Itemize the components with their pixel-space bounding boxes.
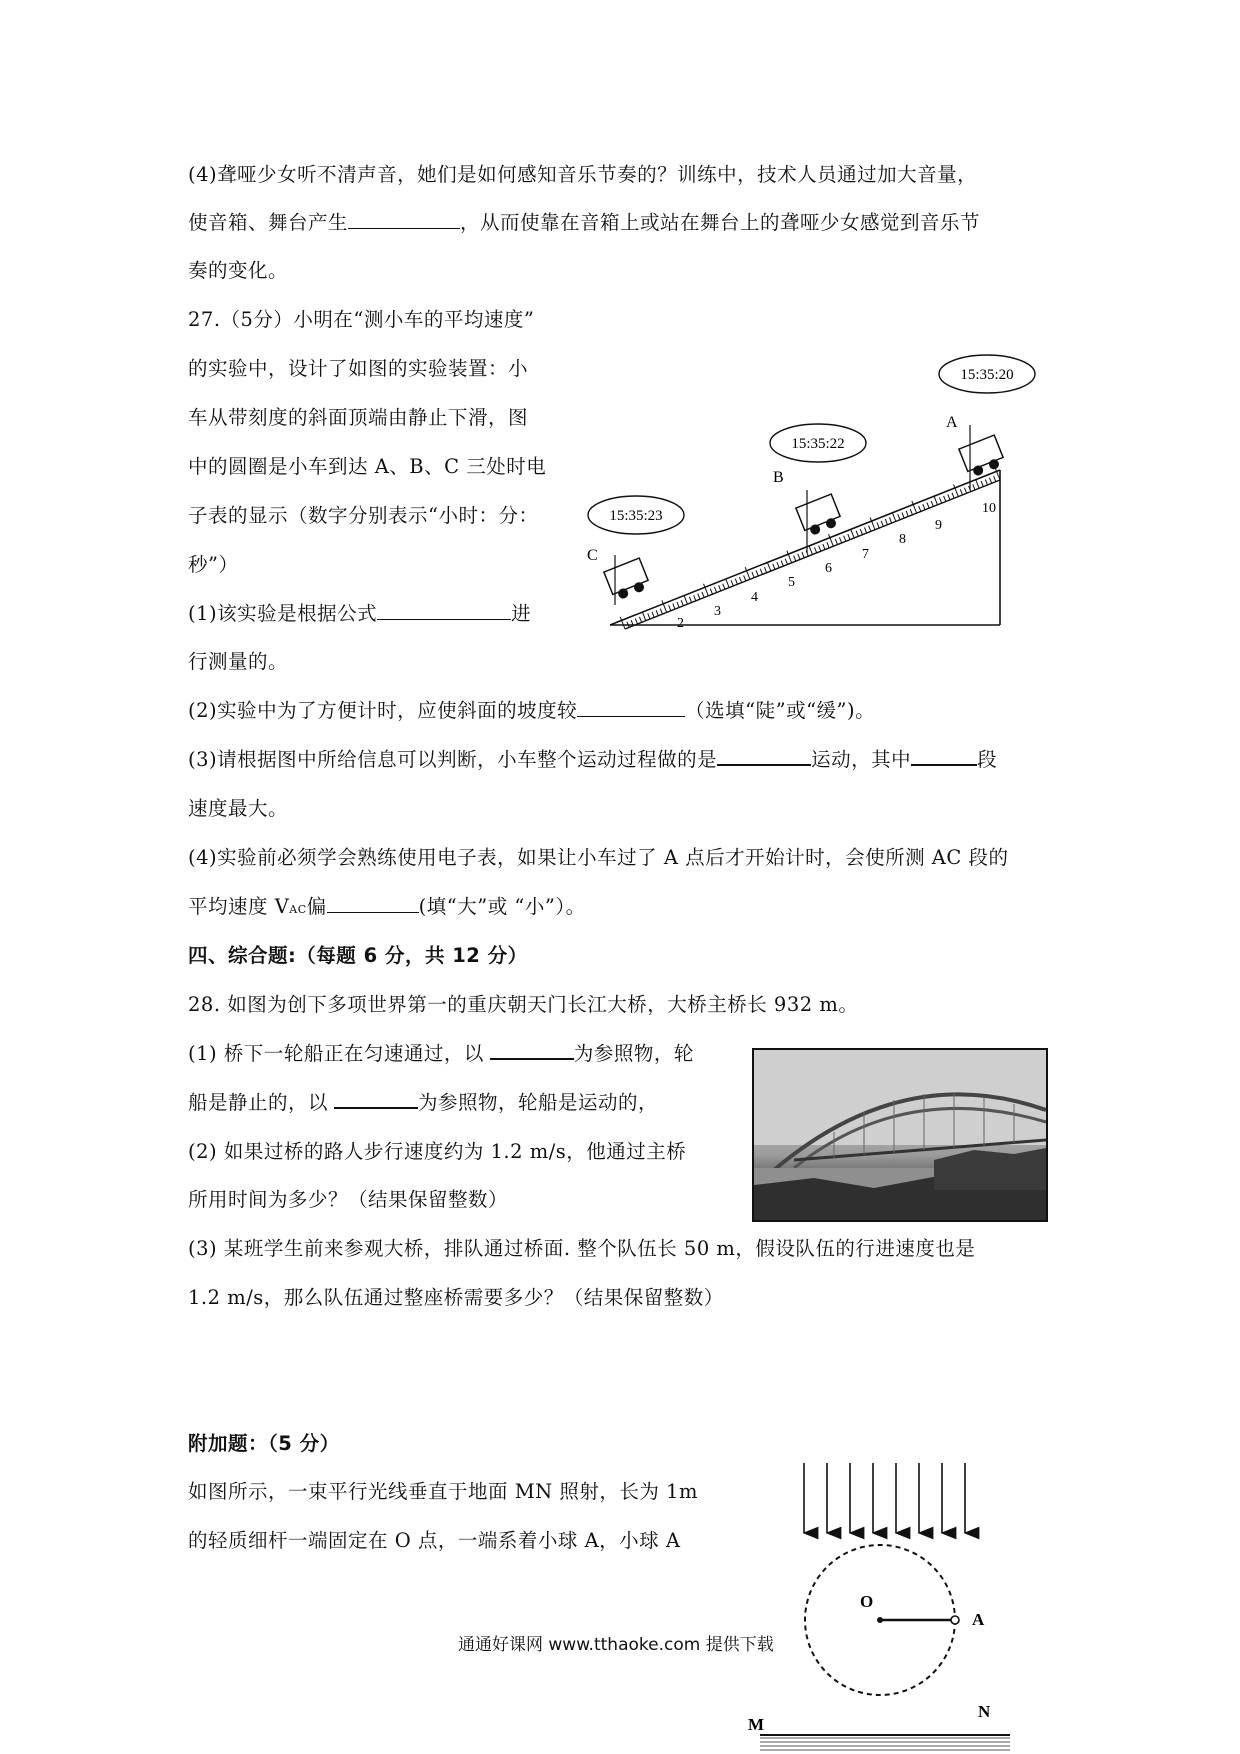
incline-figure [575,350,1055,635]
ruler-tick-label: 10 [982,501,996,516]
extra-line2: 的轻质细杆一端固定在 O 点，一端系着小球 A，小球 A [188,1529,681,1552]
q27-part4-text-a: 平均速度 V [188,895,290,918]
ruler-tick [881,521,883,527]
answer-blank[interactable] [334,1089,418,1109]
circle-figure [740,1455,1040,1754]
ruler-tick [673,604,675,610]
q27-part3-text-c: 段 [977,748,998,771]
ruler-tick [794,556,796,562]
ruler-tick [927,503,929,509]
ruler-tick [923,504,925,510]
ruler-tick [731,580,733,586]
ruler-tick-label: 3 [714,604,721,619]
ruler-tick-label: 8 [899,532,906,547]
ruler-tick [773,564,775,570]
clock-b-time: 15:35:22 [791,436,845,452]
ruler-tick [802,552,804,558]
q27-part3-line1 [188,746,997,774]
extra-title: 附加题：（5 分） [188,1432,340,1455]
q27-intro-line3: 车从带刻度的斜面顶端由静止下滑，图 [188,406,529,429]
ruler-tick [823,544,825,550]
q26-part4-text-a: 使音箱、舞台产生 [188,211,349,234]
label-a: A [972,1610,985,1629]
cart-a [959,435,1006,479]
ruler-tick [702,592,704,598]
ruler-tick [906,511,908,517]
label-c: C [587,547,598,564]
cart-c [604,558,651,602]
q28-part1-text-c: 船是静止的，以 [188,1091,329,1114]
footer-credit: 通通好课网 www.tthaoke.com 提供下载 [458,1635,774,1655]
ruler-tick [777,562,779,568]
ruler-tick [860,529,862,535]
q27-intro-line6: 秒”） [188,553,239,576]
light-rays [804,1463,965,1533]
q28-part2-line1: (2) 如果过桥的路人步行速度约为 1.2 m/s，他通过主桥 [188,1140,687,1163]
ruler-tick [976,480,979,488]
label-o: O [860,1592,874,1611]
q27-intro-line1: 27.（5分）小明在“测小车的平均速度” [188,308,535,331]
ruler-tick [864,527,866,533]
ruler-tick [684,596,687,604]
ruler-tick-label: 9 [935,518,942,533]
ruler-tick [848,534,850,540]
ruler-tick [660,609,662,615]
q28-part2-line2: 所用时间为多少？（结果保留整数） [188,1188,509,1211]
q27-intro-line2: 的实验中，设计了如图的实验装置：小 [188,357,529,380]
ruler-tick [898,514,900,520]
ruler-tick-label: 4 [751,590,758,605]
ruler-tick [964,488,966,494]
ruler-tick [681,600,683,606]
q26-part4-text-b: ，从而使靠在音箱上或站在舞台上的聋哑少女感觉到音乐节 [460,211,981,234]
answer-blank[interactable] [490,1040,574,1060]
label-m: M [748,1715,765,1734]
q26-part4-line1: (4)聋哑少女听不清声音，她们是如何感知音乐节奏的？训练中，技术人员通过加大音量， [188,163,978,186]
ruler-tick [764,567,766,573]
ruler-tick [752,572,754,578]
ruler-tick [744,575,746,581]
ruler-tick [768,563,771,571]
q28-part1-line1 [188,1040,694,1068]
label-n: N [978,1702,991,1721]
ruler-tick [910,509,912,515]
ruler-tick [939,498,941,504]
q27-part1-line1 [188,600,531,628]
label-a: A [946,414,958,431]
ruler-tick [877,522,879,528]
ruler-tick-label: 6 [825,561,832,576]
q27-part3-text-a: (3)请根据图中所给信息可以判断，小车整个运动过程做的是 [188,748,718,771]
ruler-tick [851,530,854,538]
ruler-tick-label: 2 [677,616,684,631]
ruler-tick [985,479,987,485]
ruler-tick [643,612,646,620]
q27-part4-subscript: AC [289,903,307,916]
q27-part4-line1: (4)实验前必须学会熟练使用电子表，如果让小车过了 A 点后才开始计时，会使所测 AC 段的 [188,846,1009,869]
ruler-tick [669,605,671,611]
ruler-tick [952,493,954,499]
ruler-tick [781,561,783,567]
ruler-tick [948,494,950,500]
q26-part4-line2 [188,209,980,237]
answer-blank[interactable] [717,746,811,766]
ruler-tick [639,617,641,623]
ruler-tick [648,613,650,619]
ruler-tick [889,517,891,523]
ruler-tick [934,496,937,504]
label-b: B [773,469,784,486]
ruler-tick [719,585,721,591]
ruler-tick [656,610,658,616]
ruler-tick [677,602,679,608]
q27-part2 [188,697,875,725]
q27-part1-text-a: (1)该实验是根据公式 [188,602,378,625]
section4-title: 四、综合题:（每题 6 分，共 12 分） [188,944,528,967]
ruler-tick [809,546,812,554]
ruler-tick [960,489,962,495]
q26-part4-line3: 奏的变化。 [188,259,289,282]
bridge-photo [752,1048,1048,1222]
ruler-tick [902,512,904,518]
q27-intro-line4: 中的圆圈是小车到达 A、B、C 三处时电 [188,455,547,478]
q27-part2-text-b: （选填“陡”或“缓”)。 [685,699,876,722]
q28-part3-line2: 1.2 m/s，那么队伍通过整座桥需要多少？（结果保留整数） [188,1286,724,1309]
ruler-tick [652,612,654,618]
ruler-tick [981,481,983,487]
q27-part4-text-c: 偏 [306,895,327,918]
ruler-tick-label: 7 [862,547,869,562]
q27-part3-text-b: 运动，其中 [811,748,912,771]
ruler-tick [839,537,841,543]
ruler-tick [726,579,729,587]
ruler-tick [819,546,821,552]
ruler-tick [893,513,896,521]
ruler-tick [635,618,637,624]
ruler-tick [689,597,691,603]
ruler-tick [710,589,712,595]
ball-a [951,1616,959,1624]
ruler-tick [739,577,741,583]
q27-part2-text-a: (2)实验中为了方便计时，应使斜面的坡度较 [188,699,578,722]
ruler-tick [785,559,787,565]
ruler-tick [844,536,846,542]
ruler-tick [989,478,991,484]
ruler-tick [798,554,800,560]
ruler-tick [869,526,871,532]
cart-b [796,494,843,538]
q27-part1-text-b: 进 [511,602,532,625]
answer-blank[interactable] [348,210,460,229]
answer-blank[interactable] [577,698,685,717]
ruler-tick [756,570,758,576]
ruler-tick [944,496,946,502]
ruler-tick [931,501,933,507]
answer-blank[interactable] [327,894,419,913]
q28-part1-text-a: (1) 桥下一轮船正在匀速通过，以 [188,1042,484,1065]
ruler-tick [835,539,837,545]
ruler-tick [827,542,829,548]
q28-part1-text-b: 为参照物，轮 [573,1042,694,1065]
ruler-tick [714,587,716,593]
clock-a-time: 15:35:20 [960,367,1014,383]
q28-part3-line1: (3) 某班学生前来参观大桥，排队通过桥面. 整个队伍长 50 m，假设队伍的行进速度也是 [188,1237,976,1260]
ruler-tick-label: 5 [788,575,795,590]
q27-part4-line2 [188,893,586,924]
q28-part1-text-d: 为参照物，轮船是运动的， [418,1091,659,1114]
ruler-tick [973,484,975,490]
q28-part1-line2 [188,1089,658,1117]
ruler-tick [994,476,996,482]
q27-part4-text-d: (填“大”或 “小”）。 [418,895,586,918]
clock-c-time: 15:35:23 [609,508,663,524]
q27-part3-line2: 速度最大。 [188,797,289,820]
ruler-tick [856,531,858,537]
extra-line1: 如图所示，一束平行光线垂直于地面 MN 照射，长为 1m [188,1480,699,1503]
q28-intro: 28. 如图为创下多项世界第一的重庆朝天门长江大桥，大桥主桥长 932 m。 [188,993,859,1016]
answer-blank[interactable] [377,601,511,620]
answer-blank[interactable] [911,746,977,766]
q27-intro-line5: 子表的显示（数字分别表示“小时：分： [188,504,539,527]
ruler-tick [723,584,725,590]
ruler-tick [814,547,816,553]
ruler-tick [760,569,762,575]
ruler-tick [735,579,737,585]
ruler-tick [698,594,700,600]
ruler-tick [885,519,887,525]
q27-part1-line2: 行测量的。 [188,650,289,673]
ruler-tick [919,506,921,512]
ruler-tick [694,595,696,601]
